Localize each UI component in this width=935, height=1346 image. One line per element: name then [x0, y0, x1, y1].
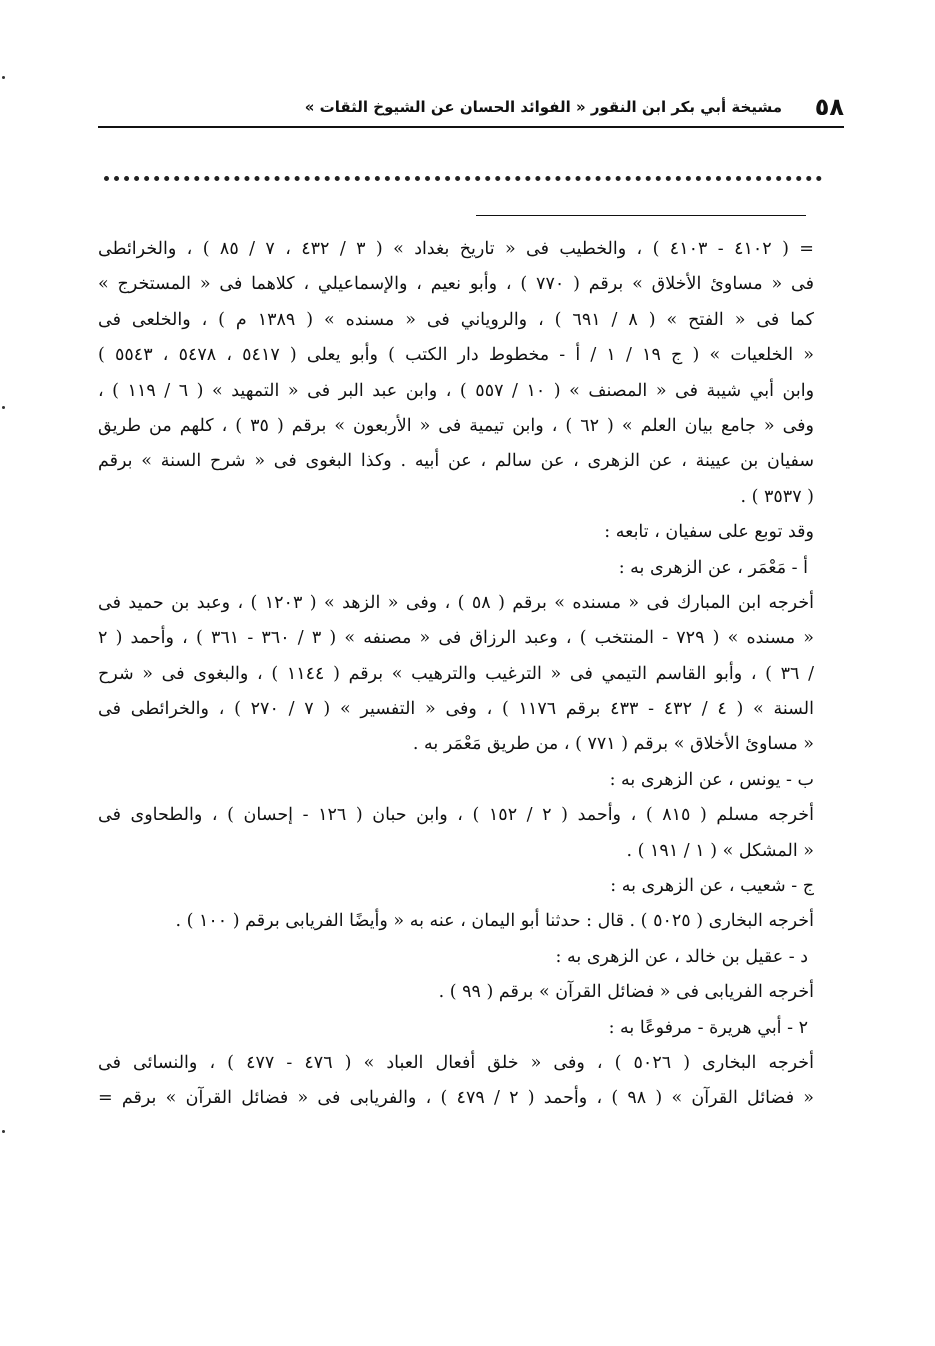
text-line: فى « مساوئ الأخلاق » برقم ( ٧٧٠ ) ، وأبو نعيم ، والإسماعيلي ، كلاهما فى « المستخرج »: [98, 274, 814, 295]
footnote-text: [98, 232, 814, 1117]
text-line: أخرجه ابن المبارك فى « مسنده » برقم ( ٥٨ ) ، وفى « الزهد » ( ١٢٠٣ ) ، وعبد بن حميد فى: [98, 592, 814, 613]
text-line: أخرجه مسلم ( ٨١٥ ) ، وأحمد ( ٢ / ١٥٢ ) ، وابن حبان ( ١٢٦ - إحسان ) ، والطحاوى فى: [98, 805, 814, 826]
text-line: وابن أبي شيبة فى « المصنف » ( ١٠ / ٥٥٧ ) ، وابن عبد البر فى « التمهيد » ( ٦ / ١١٩ ) ،: [98, 380, 814, 401]
text-line: « فضائل القرآن » ( ٩٨ ) ، وأحمد ( ٢ / ٤٧٩ ) ، والفريابى فى « فضائل القرآن » برقم =: [98, 1088, 814, 1109]
text-line: « مسنده » ( ٧٢٩ - المنتخب ) ، وعبد الرزاق فى « مصنفه » ( ٣ / ٣٦٠ - ٣٦١ ) ، وأحمد ( ٢: [98, 628, 814, 649]
footnote-rule: [476, 215, 806, 216]
header-rule: [98, 126, 844, 128]
text-line: « الخلعيات » ( ج ١٩ / ١ / أ - مخطوط دار الكتب ) وأبو يعلى ( ٥٤١٧ ، ٥٤٧٨ ، ٥٥٤٣ ): [98, 345, 814, 366]
text-line: / ٣٦ ) ، وأبو القاسم التيمي فى « الترغيب والترهيب » برقم ( ١١٤٤ ) ، والبغوى فى « شرح: [98, 663, 814, 684]
scan-speck: [2, 1130, 5, 1133]
dotted-divider: [104, 176, 822, 181]
text-line: وفى « جامع بيان العلم » ( ٦٢ ) ، وابن تيمية فى « الأربعون » برقم ( ٣٥ ) ، كلهم من طريق: [98, 415, 814, 436]
text-line: « المشكل » ( ١ / ١٩١ ) .: [626, 840, 814, 861]
text-line: السنة » ( ٤ / ٤٣٢ - ٤٣٣ برقم ١١٧٦ ) ، وفى « التفسير » ( ٧ / ٢٧٠ ) ، والخرائطى فى: [98, 699, 814, 720]
text-line: ( ٣٥٣٧ ) .: [740, 486, 814, 507]
text-line: وقد توبع على سفيان ، تابعه :: [604, 522, 814, 543]
text-line: ب - يونس ، عن الزهرى به :: [609, 769, 814, 790]
text-line: د - عقيل بن خالد ، عن الزهرى به :: [555, 946, 808, 967]
text-line: ٢ - أبي هريرة - مرفوعًا به :: [608, 1017, 808, 1038]
text-line: ج - شعيب ، عن الزهرى به :: [610, 876, 814, 897]
text-line: أخرجه البخارى ( ٥٠٢٦ ) ، وفى « خلق أفعال العباد » ( ٤٧٦ - ٤٧٧ ) ، والنسائى فى: [98, 1052, 814, 1073]
text-line: أ - مَعْمَر ، عن الزهرى به :: [618, 557, 808, 578]
scan-speck: [2, 406, 5, 409]
text-line: = ( ٤١٠٢ - ٤١٠٣ ) ، والخطيب فى « تاريخ بغداد » ( ٣ / ٤٣٢ ، ٧ / ٨٥ ) ، والخرائطى: [98, 239, 814, 259]
text-line: « مساوئ الأخلاق » برقم ( ٧٧١ ) ، من طريق مَعْمَر به .: [412, 734, 814, 755]
text-line: سفيان بن عيينة ، عن الزهرى ، عن سالم ، عن أبيه . وكذا البغوى فى « شرح السنة » برقم: [98, 451, 814, 472]
page-number: ٥٨: [814, 93, 844, 121]
page-header: [98, 92, 844, 126]
text-line: كما فى « الفتح » ( ٨ / ٦٩١ ) ، والروياني فى « مسنده » ( ١٣٨٩ م ) ، والخلعى فى: [98, 309, 814, 330]
scan-speck: [2, 76, 5, 79]
text-line: أخرجه الفريابى فى « فضائل القرآن » برقم ( ٩٩ ) .: [438, 982, 814, 1003]
text-line: أخرجه البخارى ( ٥٠٢٥ ) . قال : حدثنا أبو اليمان ، عنه به « وأيضًا الفريابى برقم ( ١٠٠ ) .: [175, 911, 814, 932]
running-title: مشيخة أبي بكر ابن النقور « الفوائد الحسان عن الشيوخ الثقات »: [304, 98, 782, 116]
